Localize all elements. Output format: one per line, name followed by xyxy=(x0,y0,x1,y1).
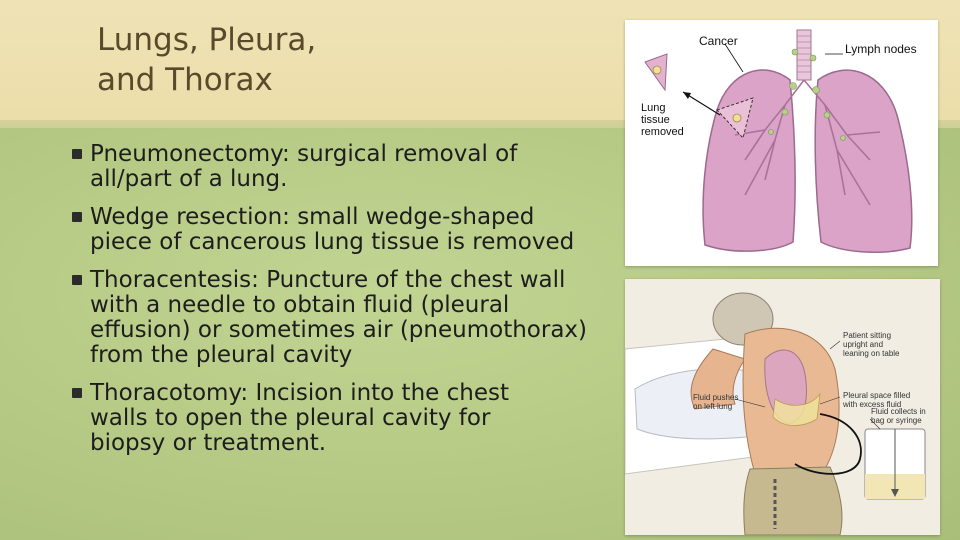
bullet-item xyxy=(70,205,590,255)
title-line-1: Lungs, Pleura, xyxy=(97,22,317,58)
bullet-square-icon xyxy=(72,212,82,222)
bullet-text: Thoracotomy: Incision into the chest walls to open the pleural cavity for biopsy or treatment. xyxy=(90,380,509,456)
label-fluid-pushes xyxy=(693,393,738,411)
label-patient-line-2: upright and xyxy=(843,340,884,349)
bullet-square-icon xyxy=(72,388,82,398)
lungs-image xyxy=(625,20,938,266)
bullet-text: Pneumonectomy: surgical removal of all/part of a lung. xyxy=(90,141,518,192)
label-pleural-line-2: with excess fluid xyxy=(843,400,902,409)
bullet-text: Wedge resection: small wedge-shaped piece of cancerous lung tissue is removed xyxy=(90,204,575,255)
thoracentesis-illustration xyxy=(625,279,940,535)
label-patient-line-1: Patient sitting xyxy=(843,331,892,340)
label-fluid-line-1: Fluid pushes xyxy=(693,393,739,402)
label-removed-line-2: tissue xyxy=(641,114,670,126)
label-removed-line-3: removed xyxy=(641,126,684,138)
bullet-item xyxy=(70,268,600,368)
label-fluid-collects xyxy=(871,407,926,425)
label-removed-line-1: Lung xyxy=(641,102,666,114)
bullet-text: Thoracentesis: Puncture of the chest wall with a needle to obtain fluid (pleural effusion) or sometimes air (pneumothorax) from the pleural cavity xyxy=(90,267,587,368)
label-pleural-line-1: Pleural space filled xyxy=(843,391,911,400)
slide-title xyxy=(97,20,477,100)
label-patient-line-3: leaning on table xyxy=(843,349,900,358)
bullet-square-icon xyxy=(72,149,82,159)
label-fluid-line-2: on left lung xyxy=(693,402,733,411)
bullet-square-icon xyxy=(72,275,82,285)
lung-wedge-resection-illustration xyxy=(625,20,938,266)
label-collects-line-1: Fluid collects in xyxy=(871,407,926,416)
label-patient xyxy=(843,331,900,358)
label-collects-line-2: bag or syringe xyxy=(871,416,922,425)
bullet-item xyxy=(70,142,580,192)
title-line-2: and Thorax xyxy=(97,62,273,98)
label-cancer: Cancer xyxy=(699,34,738,48)
label-lung-tissue-removed xyxy=(641,102,684,138)
bullet-list xyxy=(70,142,590,469)
label-lymph-nodes: Lymph nodes xyxy=(845,42,917,56)
bullet-item xyxy=(70,381,570,456)
